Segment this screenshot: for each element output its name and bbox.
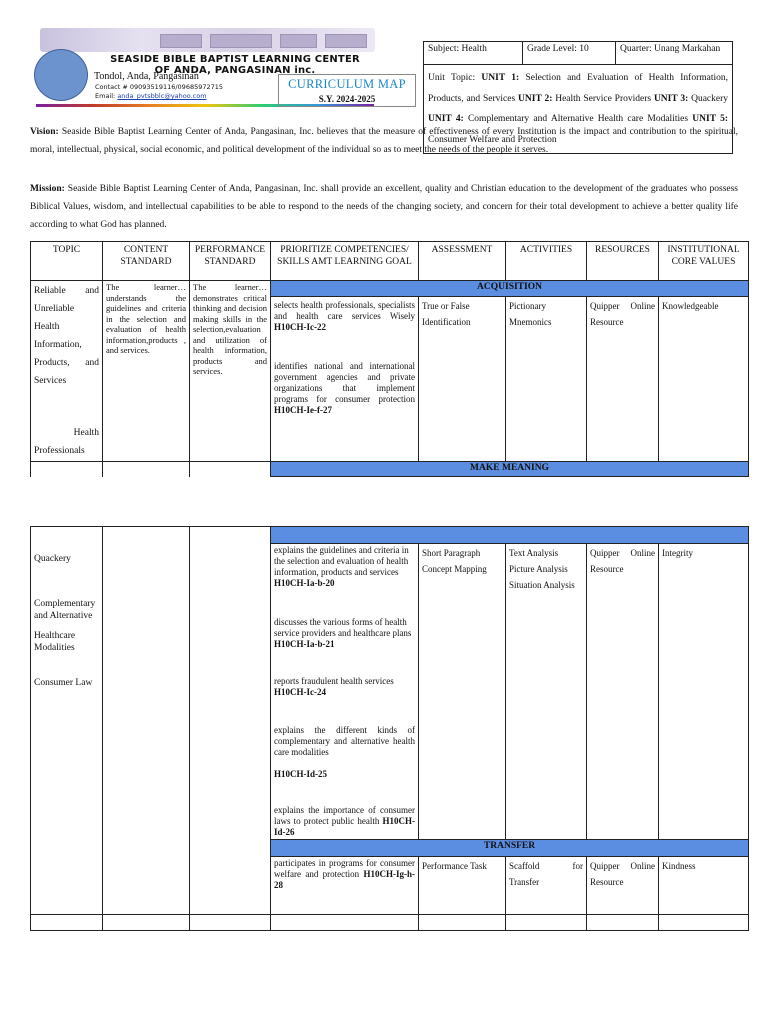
mm-core-value-cell: Integrity bbox=[659, 544, 749, 840]
empty-row bbox=[31, 915, 749, 931]
col-core-values: INSTITUTIONAL CORE VALUES bbox=[659, 242, 749, 281]
mm-band-row bbox=[31, 527, 749, 544]
mm-resources-cell: Quipper Online Resource bbox=[587, 544, 659, 840]
doc-title: CURRICULUM MAP bbox=[288, 77, 406, 91]
school-year: S.Y. 2024-2025 bbox=[318, 94, 376, 104]
mm-content-standard bbox=[103, 527, 190, 915]
curriculum-table-1 bbox=[30, 241, 749, 477]
mission-paragraph: Mission: Seaside Bible Baptist Learning Center of Anda, Pangasinan, Inc. shall provide an excellent, quality and Christian education to the development of the graduates who possess Biblical Values, wisdom, and intellectual capabilities to be able to respond to the needs of the changing society, and concern for their total development to achieve a better quality life according to what God has planned. bbox=[30, 184, 739, 230]
mm-activities-cell: Text Analysis Picture Analysis Situation Analysis bbox=[506, 544, 587, 840]
subject-cell: Subject: Health bbox=[424, 42, 523, 64]
school-email: Email: anda_pvtsbblc@yahoo.com bbox=[95, 92, 207, 100]
competency-item: discusses the various forms of health service providers and healthcare plans H10CH-Ia-b-21 bbox=[274, 617, 412, 649]
col-activities: ACTIVITIES bbox=[506, 242, 587, 281]
school-banner-image bbox=[40, 28, 375, 52]
mm-assessment-cell: Short Paragraph Concept Mapping bbox=[419, 544, 506, 840]
col-content-standard: CONTENT STANDARD bbox=[103, 242, 190, 281]
mm-performance-standard bbox=[190, 527, 271, 915]
vision-paragraph: Vision: Seaside Bible Baptist Learning Center of Anda, Pangasinan, Inc. believes that the measure of effectiveness of every Institution is the impact and contribution to the spiritual, moral, intellectual, physical, social economic, and political development of the individual so as to meet the needs of the people it serves. bbox=[30, 127, 738, 155]
tr-resources-cell: Quipper Online Resource bbox=[587, 857, 659, 915]
tr-competencies-cell bbox=[271, 857, 419, 915]
acq-topic-cell: Reliable and Unreliable Health Information, Products, and Services Health Professionals bbox=[31, 281, 103, 462]
competency-item: identifies national and international government agencies and private organizations that implement programs for consumer protection H10CH-Ie-f-27 bbox=[274, 360, 415, 415]
competency-item: explains the importance of consumer laws to protect public health H10CH-Id-26 bbox=[274, 805, 415, 837]
mm-competencies-cell bbox=[271, 544, 419, 840]
competency-item: participates in programs for consumer welfare and protection H10CH-Ig-h-28 bbox=[274, 858, 415, 890]
acq-assessment-cell: True or False Identification bbox=[419, 296, 506, 461]
mm-band bbox=[271, 527, 749, 544]
col-assessment: ASSESSMENT bbox=[419, 242, 506, 281]
curriculum-table-2 bbox=[30, 526, 749, 931]
competency-item: explains the guidelines and criteria in the selection and evaluation of health information, products and services H10CH-Ia-b-20 bbox=[274, 545, 409, 588]
col-performance-standard: PERFORMANCE STANDARD bbox=[190, 242, 271, 281]
transfer-band: TRANSFER bbox=[271, 840, 749, 857]
make-meaning-band-row bbox=[31, 462, 749, 477]
acq-activities-cell: Pictionary Mnemonics bbox=[506, 296, 587, 461]
col-resources: RESOURCES bbox=[587, 242, 659, 281]
curriculum-map-title-box bbox=[278, 74, 416, 107]
grade-level-cell: Grade Level: 10 bbox=[523, 42, 616, 64]
tr-assessment-cell: Performance Task bbox=[419, 857, 506, 915]
email-link[interactable]: anda_pvtsbblc@yahoo.com bbox=[117, 92, 207, 100]
acq-content-standard: The learner… understands the guidelines and criteria in the selection and evaluation of health information,products , and services. bbox=[103, 281, 190, 462]
school-address: Tondol, Anda, Pangasinan bbox=[94, 71, 199, 82]
tr-activities-cell: Scaffold for Transfer bbox=[506, 857, 587, 915]
acq-core-value-cell: Knowledgeable bbox=[659, 296, 749, 461]
school-contact: Contact # 09093519116/09685972715 bbox=[95, 83, 224, 91]
school-logo bbox=[34, 49, 88, 101]
acquisition-band-row bbox=[31, 281, 749, 297]
mm-topic-cell: Quackery Complementary and Alternative Healthcare Modalities Consumer Law bbox=[31, 527, 103, 915]
school-name: SEASIDE BIBLE BAPTIST LEARNING CENTER OF ANDA, PANGASINAN inc. bbox=[110, 54, 360, 76]
tr-core-value-cell: Kindness bbox=[659, 857, 749, 915]
competency-item: explains the different kinds of complementary and alternative health care modalities H10CH-Id-25 bbox=[274, 725, 415, 779]
quarter-cell: Quarter: Unang Markahan bbox=[620, 44, 721, 54]
make-meaning-band: MAKE MEANING bbox=[271, 462, 749, 477]
table-header-row bbox=[31, 242, 749, 281]
competency-item: selects health professionals, specialists and health care services Wisely H10CH-Ic-22 bbox=[274, 299, 415, 332]
acq-competencies-cell bbox=[271, 296, 419, 461]
competency-item: reports fraudulent health services H10CH-Ic-24 bbox=[274, 676, 394, 697]
acq-performance-standard: The learner… demonstrates critical thinking and decision making skills in the selection,evaluation and utilization of health information, products and services. bbox=[190, 281, 271, 462]
col-competencies: PRIORITIZE COMPETENCIES/ SKILLS AMT LEARNING GOAL bbox=[271, 242, 419, 281]
col-topic: TOPIC bbox=[31, 242, 103, 281]
acquisition-band: ACQUISITION bbox=[271, 281, 749, 297]
unit-topic-cell: Unit Topic: UNIT 1: Selection and Evaluation of Health Information, Products, and Services UNIT 2: Health Service Providers UNIT 3: Quackery UNIT 4: Complementary and Alternative Health care Modalities UNIT 5: Consumer Welfare and Protection bbox=[428, 73, 729, 145]
acq-resources-cell: Quipper Online Resource bbox=[587, 296, 659, 461]
